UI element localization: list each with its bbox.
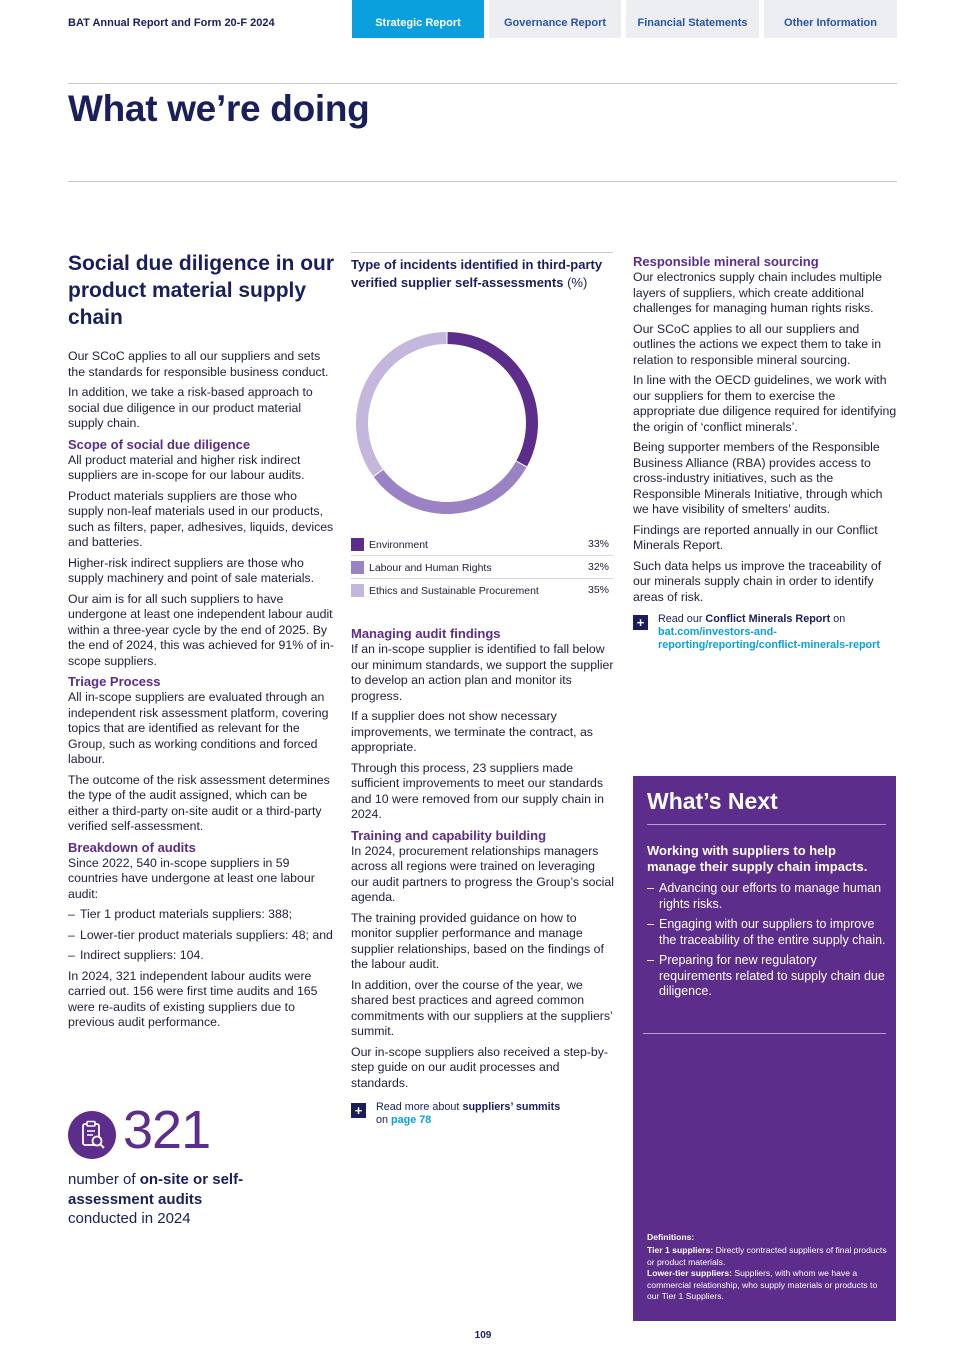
breakdown-list <box>68 907 335 964</box>
list-item: – Indirect suppliers: 104. <box>68 948 335 964</box>
scope-paragraph: Higher-risk indirect suppliers are those who supply machinery and point of sale materials. <box>68 555 315 585</box>
read-more-pre: Read our <box>658 613 706 625</box>
managing-heading: Managing audit findings <box>351 626 501 641</box>
triage-heading: Triage Process <box>68 674 161 689</box>
legend-swatch <box>351 584 364 597</box>
page-title: What we’re doing <box>68 88 370 129</box>
plus-icon: + <box>351 1103 366 1118</box>
list-item: – Tier 1 product materials suppliers: 388; <box>68 907 335 923</box>
donut-slice-environment <box>447 332 538 466</box>
definition-text: Directly contracted suppliers of final products or product materials. <box>647 1245 887 1267</box>
left-column <box>68 250 335 1036</box>
legend-value: 32% <box>587 561 609 573</box>
panel-divider <box>647 824 886 825</box>
read-more-bold: suppliers’ summits <box>462 1101 561 1113</box>
whats-next-list <box>647 881 887 1005</box>
managing-paragraph: If a supplier does not show necessary improvements, we terminate the contract, as appropriate. <box>351 709 593 754</box>
chart-legend <box>351 533 613 602</box>
breakdown-outro: In 2024, 321 independent labour audits were carried out. 156 were first time audits and 165 were re-audits of existing suppliers due to previous audit performance. <box>68 968 318 1029</box>
managing-paragraph: If an in-scope supplier is identified to fall below our minimum standards, we support the supplier to develop an action plan and monitor its progress. <box>351 642 614 703</box>
chart-title <box>351 256 613 291</box>
legend-value: 35% <box>587 584 609 596</box>
managing-paragraph: Through this process, 23 suppliers made sufficient improvements to meet our standards and 10 were removed from our supply chain in 2024. <box>351 760 604 821</box>
mineral-paragraph: Being supporter members of the Responsible Business Alliance (RBA) provides access to cross-industry initiatives, such as the Responsible Minerals Initiative, through which we have visibility of smelters’ audits. <box>633 440 883 516</box>
scope-heading: Scope of social due diligence <box>68 436 251 452</box>
plus-icon: + <box>633 615 648 630</box>
legend-label: Labour and Human Rights <box>369 562 492 574</box>
page-link[interactable]: page 78 <box>391 1114 432 1126</box>
stat-number: 321 <box>123 1100 211 1160</box>
legend-swatch <box>351 538 364 551</box>
read-more-bold: Conflict Minerals Report <box>705 613 831 625</box>
list-item: – Lower-tier product materials suppliers: 48; and <box>68 928 335 944</box>
legend-swatch <box>351 561 364 574</box>
legend-label: Environment <box>369 539 428 551</box>
tab-other-information[interactable]: Other Information <box>764 0 897 38</box>
mineral-paragraph: Our electronics supply chain includes multiple layers of suppliers, which create additional challenges for managing human rights risks. <box>633 270 882 315</box>
mineral-heading: Responsible mineral sourcing <box>633 254 819 269</box>
triage-paragraph: The outcome of the risk assessment determines the type of the audit assigned, which can be either a third-party on-site audit or a third-party verified self-assessment. <box>68 772 330 833</box>
definitions-heading: Definitions: <box>647 1232 695 1242</box>
chart-top-rule <box>351 252 613 253</box>
read-more-summits[interactable] <box>351 1101 616 1127</box>
mineral-paragraph: In line with the OECD guidelines, we work with our suppliers for them to exercise the appropriate due diligence required for identifying the origin of ‘conflict minerals’. <box>633 373 897 434</box>
tab-governance-report[interactable]: Governance Report <box>489 0 621 38</box>
legend-item <box>351 579 613 602</box>
tab-strategic-report[interactable]: Strategic Report <box>352 0 484 38</box>
intro-paragraph: Our SCoC applies to all our suppliers and sets the standards for responsible business conduct. <box>68 349 329 379</box>
breakdown-heading: Breakdown of audits <box>68 839 196 855</box>
tab-financial-statements[interactable]: Financial Statements <box>626 0 759 38</box>
right-column <box>633 252 897 652</box>
breakdown-intro: Since 2022, 540 in-scope suppliers in 59 countries have undergone at least one labour audit: <box>68 855 315 901</box>
whats-next-title: What’s Next <box>647 788 778 814</box>
legend-item <box>351 556 613 579</box>
definitions <box>647 1232 887 1302</box>
page-number: 109 <box>474 1330 492 1341</box>
scope-paragraph: All product material and higher risk indirect suppliers are in-scope for our labour audits. <box>68 452 305 482</box>
list-item: – Engaging with our suppliers to improve the traceability of the entire supply chain. <box>647 917 887 948</box>
read-more-conflict-minerals[interactable] <box>633 613 897 652</box>
triage-paragraph: All in-scope suppliers are evaluated through an independent risk assessment platform, covering topics that are identified as relevant for the Group, such as working conditions and forced labour. <box>68 690 329 766</box>
report-title: BAT Annual Report and Form 20-F 2024 <box>68 17 275 29</box>
training-heading: Training and capability building <box>351 827 547 843</box>
intro-paragraph: In addition, we take a risk-based approach to social due diligence in our product material supply chain. <box>68 385 313 430</box>
whats-next-subtitle: Working with suppliers to help manage their supply chain impacts. <box>647 843 868 874</box>
clipboard-search-icon <box>68 1111 116 1159</box>
list-item: – Advancing our efforts to manage human rights risks. <box>647 881 887 912</box>
definition-term: Lower-tier suppliers: <box>647 1268 732 1279</box>
training-paragraph: In 2024, procurement relationships managers across all regions were trained on leveraging our audit partners to progress the Group’s social agenda. <box>351 843 614 904</box>
legend-item <box>351 533 613 556</box>
legend-label: Ethics and Sustainable Procurement <box>369 585 539 597</box>
stat-caption <box>68 1170 288 1229</box>
middle-column <box>351 624 616 1127</box>
mineral-paragraph: Findings are reported annually in our Conflict Minerals Report. <box>633 522 878 552</box>
read-more-mid: on <box>376 1114 392 1126</box>
stat-caption-bold: on-site or self-assessment audits <box>68 1171 244 1208</box>
donut-slice-ethics-and-sustainable-procurement <box>356 332 447 476</box>
scope-paragraph: Our aim is for all such suppliers to have undergone at least one independent labour audit within a three-year cycle by the end of 2025. By the end of 2024, this was achieved for 91% of in-scope suppliers. <box>68 591 334 668</box>
stat-caption-post: conducted in 2024 <box>68 1210 191 1227</box>
section-title: Social due diligence in our product material supply chain <box>68 252 335 329</box>
definition-tier1 <box>647 1245 887 1268</box>
read-more-pre: Read more about <box>376 1101 463 1113</box>
stat-caption-pre: number of <box>68 1171 140 1188</box>
mineral-paragraph: Such data helps us improve the traceability of our minerals supply chain in order to identify areas of risk. <box>633 558 882 604</box>
chart-unit: (%) <box>567 274 588 290</box>
chart-title-text: Type of incidents identified in third-party verified supplier self-assessments <box>351 257 603 290</box>
definition-text: Suppliers, with whom we have a commercial relationship, who supply materials or products to our Tier 1 Suppliers. <box>647 1268 878 1302</box>
training-paragraph: In addition, over the course of the year, we shared best practices and agreed common commitments with our suppliers at the suppliers’ summit. <box>351 977 613 1038</box>
donut-slice-labour-and-human-rights <box>374 461 527 514</box>
whats-next-panel <box>633 776 896 1321</box>
list-item: – Preparing for new regulatory requirements related to supply chain due diligence. <box>647 953 887 1000</box>
training-paragraph: Our in-scope suppliers also received a step-by-step guide on our audit processes and standards. <box>351 1044 608 1090</box>
definition-term: Tier 1 suppliers: <box>647 1245 714 1256</box>
conflict-minerals-link[interactable]: bat.com/investors-and-reporting/reporting/conflict-minerals-report <box>658 626 880 651</box>
scope-paragraph: Product materials suppliers are those who supply non-leaf materials used in our products, such as filters, paper, adhesives, liquids, devices and batteries. <box>68 488 334 549</box>
top-rule <box>68 83 897 84</box>
donut-chart <box>347 323 547 523</box>
read-more-mid: on <box>830 613 846 625</box>
title-rule <box>68 181 897 182</box>
mineral-paragraph: Our SCoC applies to all our suppliers and outlines the actions we expect them to take in relation to responsible mineral sourcing. <box>633 321 882 367</box>
training-paragraph: The training provided guidance on how to monitor supplier performance and manage supplier relationships, based on the findings of the labour audit. <box>351 910 604 971</box>
panel-divider <box>643 1033 886 1034</box>
legend-value: 33% <box>587 538 609 550</box>
definition-lower-tier <box>647 1268 887 1302</box>
